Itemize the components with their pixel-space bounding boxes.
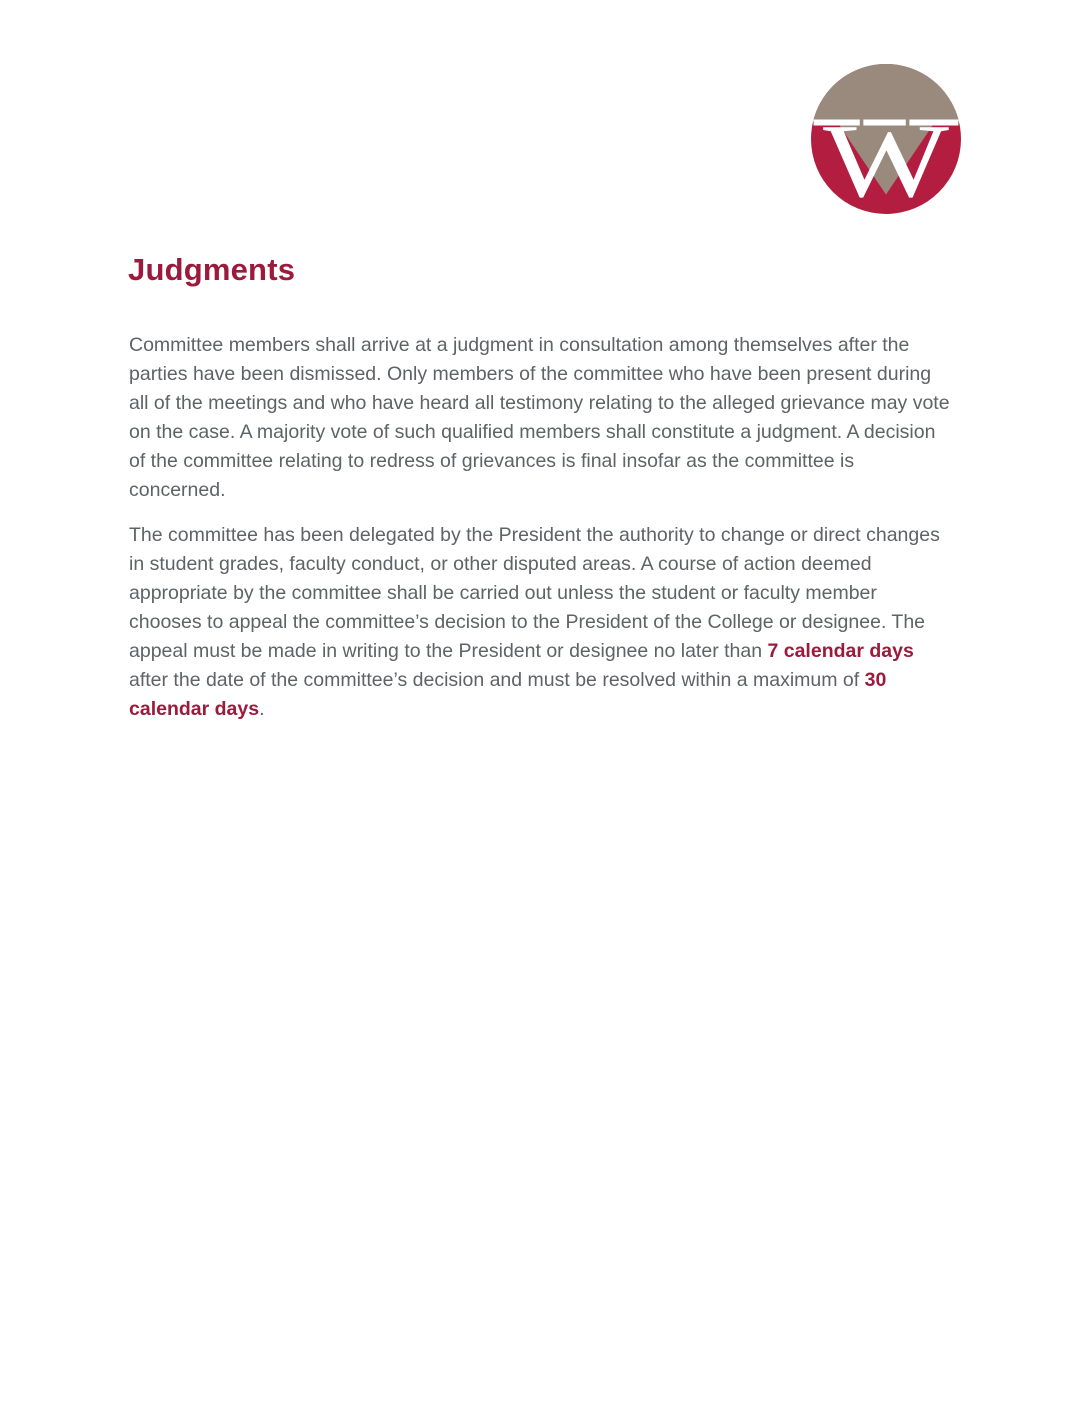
page-title: Judgments <box>128 252 296 287</box>
paragraph-appeal-text-1: The committee has been delegated by the President the authority to change or direct changes in student grades, faculty conduct, or other disputed areas. A course of action deemed appropriate by the committee shall be carried out unless the student or faculty member chooses to appeal the committee’s decision to the President of the College or designee. The appeal must be made in writing to the President or designee no later than <box>129 524 940 662</box>
svg-text:W: W <box>823 102 949 214</box>
w-monogram-icon <box>811 64 961 214</box>
paragraph-appeal-text-3: . <box>259 698 265 720</box>
college-logo <box>811 64 961 214</box>
deadline-7-days: 7 calendar days <box>767 640 914 662</box>
deadline-30-days: 30 calendar days <box>129 669 887 720</box>
paragraph-appeal-text-2: after the date of the committee’s decision and must be resolved within a maximum of <box>129 669 865 691</box>
paragraph-judgment-rules: Committee members shall arrive at a judgment in consultation among themselves after the parties have been dismissed. Only members of the committee who have been present during all of the meetings and who have heard all testimony relating to the alleged grievance may vote on the case. A majority vote of such qualified members shall constitute a judgment. A decision of the committee relating to redress of grievances is final insofar as the committee is concerned. <box>129 334 950 501</box>
paragraph-appeal-process <box>129 521 953 724</box>
